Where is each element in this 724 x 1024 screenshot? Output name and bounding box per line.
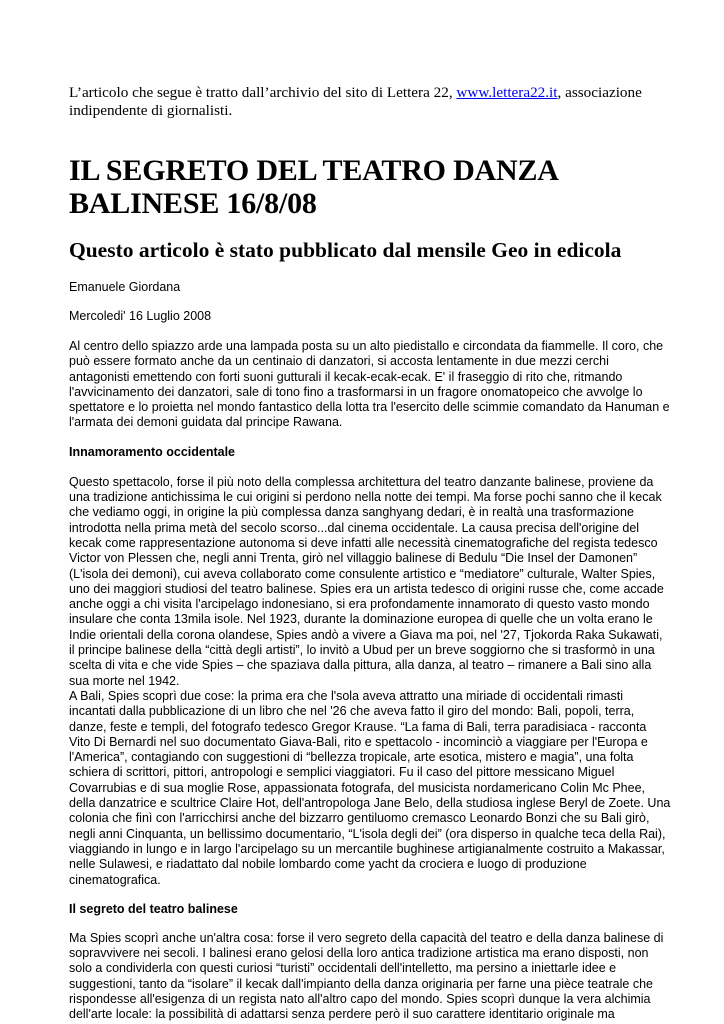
author: Emanuele Giordana bbox=[69, 280, 181, 294]
paragraph-2 bbox=[69, 474, 664, 689]
article-title bbox=[69, 154, 659, 220]
text-line: scelta di vita e che vide Spies – che spaziava dalla pittura, alla danza, al teatro – rimanere a Bali sino alla bbox=[69, 658, 652, 673]
text-line: danze, feste e templi, del fotografo tedesco Gregor Krause. “La fama di Bali, terra paradisiaca - racconta bbox=[69, 719, 647, 734]
text-line: Al centro dello spiazzo arde una lampada posta su un alto piedistallo e circondata da fiammelle. Il coro, che bbox=[69, 339, 664, 353]
text-line: suggestioni, tanto da “isolare” il kecak dall'impianto della danza originaria per farne una pièce teatrale che bbox=[69, 976, 653, 991]
text-line: uno dei maggiori studiosi del teatro balinese. Spies era un artista tedesco di origini russe che, come accade bbox=[69, 581, 664, 596]
text-line: il principe balinese della “città degli artisti”, lo invitò a Ubud per un breve soggiorno che si trasformò in una bbox=[69, 643, 655, 658]
section-heading-2: Il segreto del teatro balinese bbox=[69, 901, 238, 916]
paragraph-4 bbox=[69, 930, 664, 1023]
text-line: Victor von Plessen che, negli anni Trenta, girò nel villaggio balinese di Bedulu “Die Insel der Damonen” bbox=[69, 551, 638, 566]
title-line-1: IL SEGRETO DEL TEATRO DANZA bbox=[69, 154, 559, 187]
text-line: (L'isola dei demoni), cui aveva collaborato come consulente artistico e “mediatore” culturale, Walter Spies, bbox=[69, 566, 656, 581]
paragraph-3 bbox=[69, 688, 671, 888]
text-line: rispondesse all'esigenza di un regista nato all'altro capo del mondo. Spies scoprì dunque la vera alchimia bbox=[69, 991, 651, 1006]
text-line: antagonisti emettendo con forti suoni gutturali il kecak-ecak-ecak. E' il fraseggio di rito che, ritmando bbox=[69, 369, 623, 384]
text-line: nelle Sulawesi, e riadattato dal nobile lombardo come yacht da crociera e luogo di produzione bbox=[69, 857, 587, 872]
text-line: della danzatrice e scultrice Claire Hot, dell'antropologa Jane Belo, della studiosa inglese Beryl de Zoete. Una bbox=[69, 796, 671, 811]
article-subtitle: Questo articolo è stato pubblicato dal mensile Geo in edicola bbox=[69, 238, 622, 262]
text-line: kecak come rappresentazione autonoma si deve infatti alle necessità cinematografiche del regista tedesco bbox=[69, 535, 658, 550]
text-line: Indie orientali della corona olandese, Spies andò a vivere a Giava ma poi, nel '27, Tjokorda Raka Sukawati, bbox=[69, 627, 663, 642]
intro-text-after: , associazione bbox=[557, 84, 642, 101]
text-line: Covarrubias e di sua moglie Rose, appassionata fotografa, del musicista nordamericano Colin Mc Phee, bbox=[69, 780, 645, 795]
intro-note bbox=[69, 84, 659, 120]
text-line: Vito Di Bernardi nel suo documentato Giava-Bali, rito e spettacolo - incominciò a viaggiare per l'Europa e bbox=[69, 734, 648, 749]
intro-text-line2: indipendente di giornalisti. bbox=[69, 102, 233, 119]
document-page bbox=[69, 84, 671, 1023]
text-line: che vediamo oggi, in origine la più complessa danza sanghyang dedari, è in realtà una trasformazione bbox=[69, 505, 634, 520]
text-line: l'armata dei demoni guidata dal principe Rawana. bbox=[69, 415, 343, 430]
publish-date: Mercoledi' 16 Luglio 2008 bbox=[69, 309, 212, 323]
text-line: dell'arte locale: la possibilità di adattarsi senza perdere però il suo carattere identitario originale ma bbox=[69, 1007, 615, 1022]
text-line: spettatore e lo proietta nel mondo fantastico della lotta tra l'esercito delle scimmie comandato da Hanuman e bbox=[69, 400, 670, 415]
text-line: incantati dalla pubblicazione di un libro che nel '26 che aveva fatto il giro del mondo: Bali, popoli, terra, bbox=[69, 704, 635, 719]
text-line: può essere formato anche da un centinaio di danzatori, si accosta lentamente in due mezzi cerchi bbox=[69, 354, 609, 369]
text-line: una tradizione antichissima le cui origini si perdono nella notte dei tempi. Ma forse pochi sanno che il kecak bbox=[69, 490, 662, 505]
text-line: solo a condividerla con questi curiosi “turisti” occidentali dell'intelletto, ma persino a iniettarle idee e bbox=[69, 961, 617, 976]
section-heading-1: Innamoramento occidentale bbox=[69, 444, 236, 459]
text-line: A Bali, Spies scoprì due cose: la prima era che l'sola aveva attratto una miriade di occidentali rimasti bbox=[69, 688, 624, 703]
lettera22-link[interactable]: www.lettera22.it bbox=[456, 84, 558, 101]
text-line: schiera di scrittori, pittori, antropologi e semplici viaggiatori. Fu il caso del pittore messicano Miguel bbox=[69, 765, 615, 780]
text-line: sua morte nel 1942. bbox=[69, 673, 180, 688]
text-line: viaggiando in lungo e in largo l'arcipelago su un mercantile bughinese artigianalmente costruito a Makassar, bbox=[69, 841, 665, 856]
text-line: colonia che finì con l'arricchirsi anche del bizzarro gentiluomo cremasco Leonardo Bonzi che su Bali girò, bbox=[69, 811, 650, 826]
text-line: insulare che conta 13mila isole. Nel 1923, durante la dominazione europea di quelle che un volta erano le bbox=[69, 612, 653, 627]
text-line: l'America”, contagiando con suggestioni di “bellezza tropicale, arte esotica, mistero e magia”, una folta bbox=[69, 750, 634, 765]
text-line: Questo spettacolo, forse il più noto della complessa architettura del teatro danzante balinese, proviene da bbox=[69, 474, 654, 489]
text-line: Ma Spies scoprì anche un'altra cosa: forse il vero segreto della capacità del teatro e della danza balinese di bbox=[69, 930, 664, 945]
title-line-2: BALINESE 16/8/08 bbox=[69, 187, 317, 220]
text-line: anche oggi a chi visita l'arcipelago indonesiano, si era profondamente innamorato di questo vasto mondo bbox=[69, 597, 650, 612]
text-line: negli anni Cinquanta, un bellissimo documentario, “L'isola degli dei” (ora disperso in qualche teca della Rai), bbox=[69, 826, 666, 841]
paragraph-1 bbox=[69, 339, 670, 431]
text-line: introdotta nella prima metà del secolo scorso...dal cinema occidentale. La causa precisa dell'origine del bbox=[69, 520, 640, 535]
text-line: cinematografica. bbox=[69, 872, 161, 887]
text-line: l'avvicinamento dei danzatori, sale di tono fino a trasformarsi in un fragore onomatopeico che avvolge lo bbox=[69, 384, 643, 399]
text-line: sopravvivere nei secoli. I balinesi erano gelosi della loro antica tradizione artistica ma erano disposti, non bbox=[69, 946, 649, 961]
intro-text: L’articolo che segue è tratto dall’archivio del sito di Lettera 22, bbox=[69, 84, 457, 101]
